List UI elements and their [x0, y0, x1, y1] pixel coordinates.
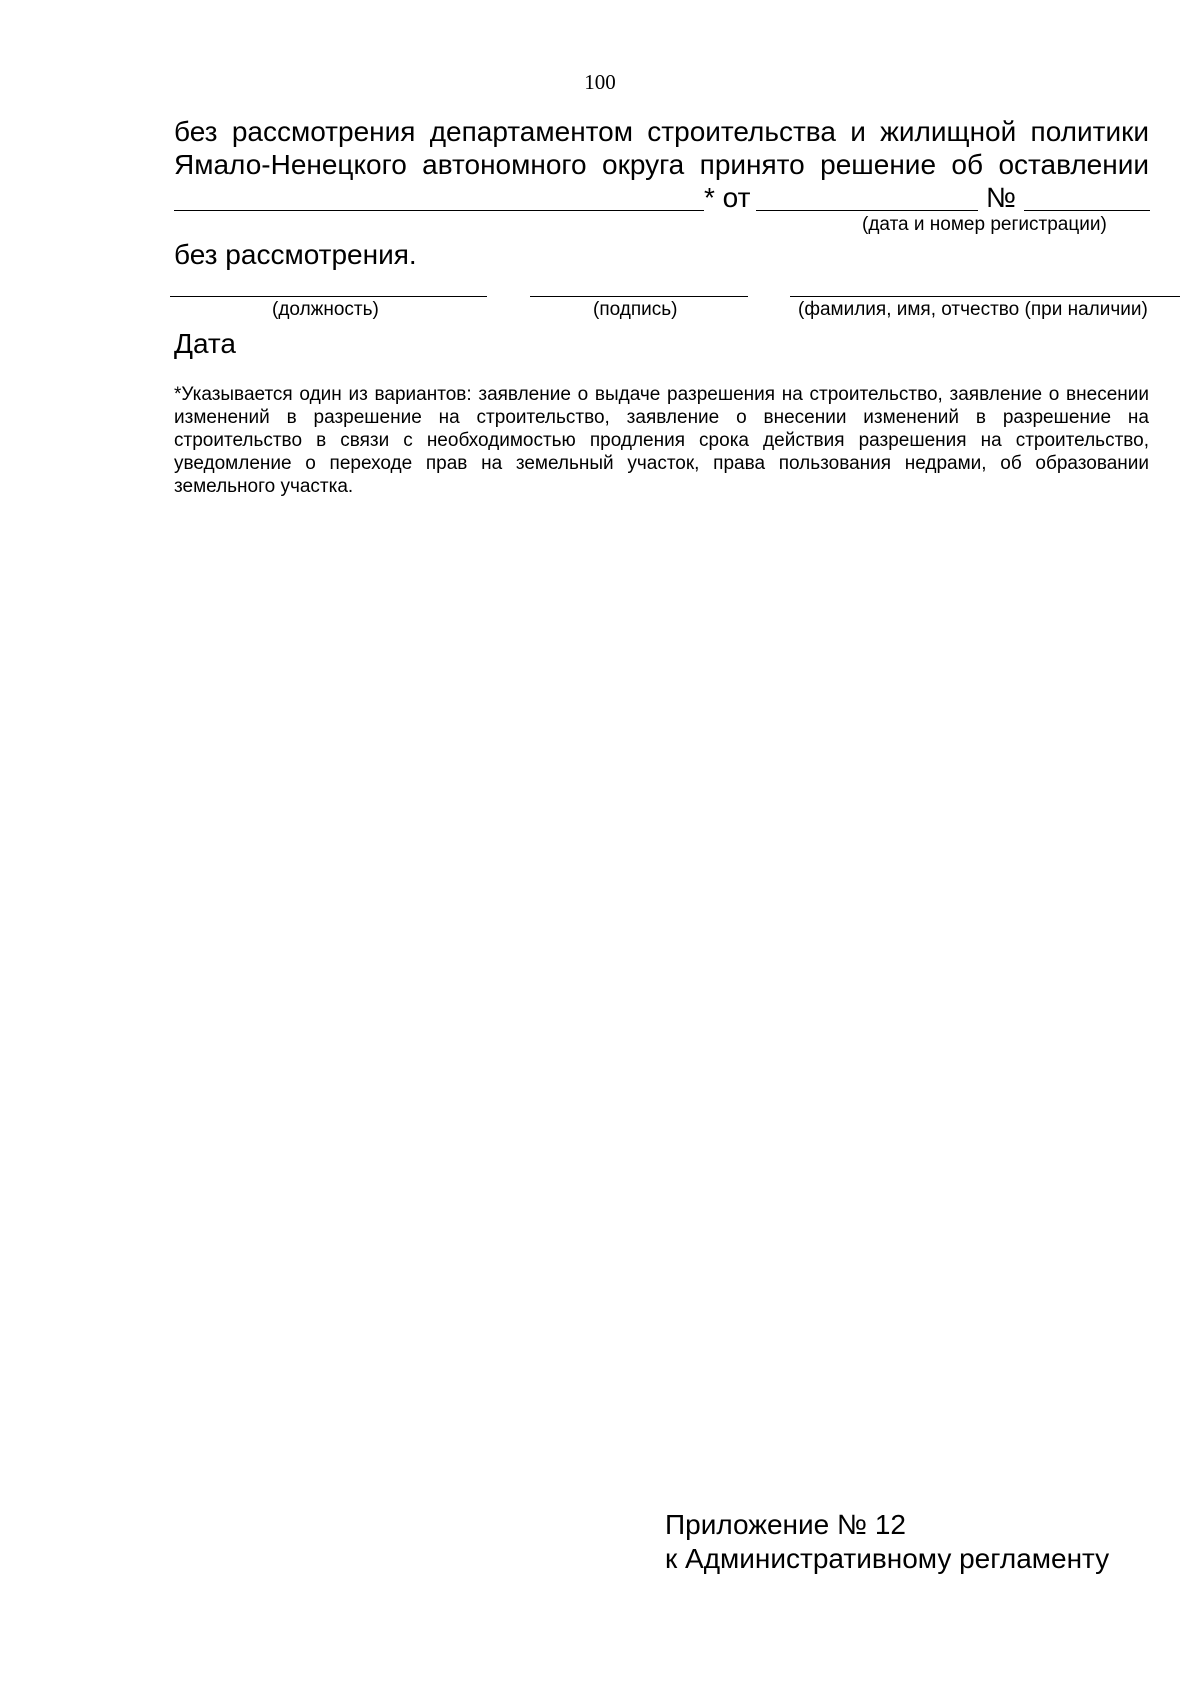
date-blank[interactable] [756, 180, 978, 211]
decision-line-2: Ямало-Ненецкого автономного округа принято решение об оставлении [174, 149, 1149, 180]
document-type-blank[interactable] [174, 180, 704, 211]
position-caption: (должность) [272, 299, 379, 320]
decision-line-4: без рассмотрения. [174, 239, 417, 270]
decision-paragraph [174, 115, 1149, 181]
annex-number: Приложение № 12 [665, 1509, 906, 1540]
annex-heading [665, 1508, 1109, 1576]
footnote: *Указывается один из вариантов: заявление о выдаче разрешения на строительство, заявление о внесении изменений в разрешение на строительство, заявление о внесении изменений в разрешение на строительство в связи с необходимостью продления срока действия разрешения на строительство, уведомление о переходе прав на земельный участок, права пользования недрами, об образовании земельного участка. [174, 384, 1149, 497]
signature-line[interactable] [530, 276, 748, 297]
page-number: 100 [584, 70, 616, 94]
registration-number-blank[interactable] [1024, 180, 1150, 211]
position-line[interactable] [170, 276, 487, 297]
decision-line-1: без рассмотрения департаментом строительства и жилищной политики [174, 116, 1149, 147]
number-sign: № [986, 182, 1017, 213]
full-name-line[interactable] [790, 276, 1180, 297]
annex-reference: к Административному регламенту [665, 1543, 1110, 1574]
signature-caption: (подпись) [593, 299, 678, 320]
registration-caption: (дата и номер регистрации) [862, 214, 1107, 235]
date-label: Дата [174, 328, 237, 359]
name-caption: (фамилия, имя, отчество (при наличии) [798, 299, 1148, 320]
asterisk-from-text: * от [704, 182, 751, 213]
